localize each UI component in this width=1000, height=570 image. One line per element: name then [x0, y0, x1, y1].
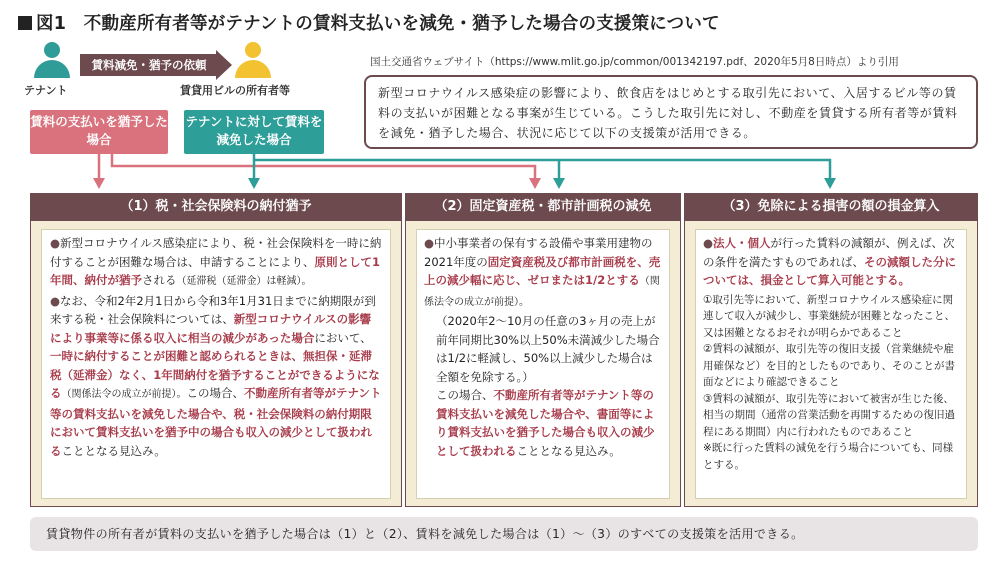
request-label: 賃料減免・猶予の依頼	[80, 54, 218, 76]
column-2-panel	[405, 221, 681, 507]
arrow-down-icon	[553, 178, 565, 189]
footer-summary: 賃貸物件の所有者が賃料の支払いを猶予した場合は（1）と（2）、賃料を減免した場合は（1）～（3）のすべての支援策を活用できる。	[30, 517, 978, 551]
bullet-icon: ●	[703, 236, 714, 250]
condition-2: ②賃料の減額が、取引先等の復旧支援（営業継続や雇用確保など）を目的としたものであり、そのことが書面などにより確認できること	[703, 343, 955, 388]
tenant-label: テナント	[24, 84, 68, 97]
bullet-icon: ●	[50, 293, 61, 308]
tag-exempt: テナントに対して賃料を減免した場合	[184, 110, 324, 154]
bullet-icon: ●	[424, 236, 435, 250]
column-1-header: （1）税・社会保険料の納付猶予	[30, 193, 402, 221]
source-citation: 国土交通省ウェブサイト（https://www.mlit.go.jp/common/001342197.pdf、2020年5月8日時点）より引用	[370, 56, 899, 68]
condition-note: ※既に行った賃料の減免を行う場合についても、同様とする。	[703, 442, 954, 471]
column-1-panel	[30, 221, 402, 507]
column-3-content: ●法人・個人が行った賃料の減額が、例えば、次の条件を満たすものであれば、その減額した分については、損金として算入可能とする。 ①取引先等において、新型コロナウイルス感染症に関連して収入が減少し、事業継続が困難となったこと、又は困難となるおそれが明らかであること ②賃料の減額が、取引先等の復旧支援（営業継続や雇用確保など）を目的としたものであり、そのことが書面などにより確認できること ③賃料の減額が、取引先等において被害が生じた後、相当の期間（通常の営業活動を再開するための復旧過程にある期間）内に行われたものであること ※既に行った賃料の減免を行う場合についても、同様とする。	[695, 229, 967, 499]
connector-lines	[0, 0, 1000, 200]
column-2-content: ●中小事業者の保有する設備や事業用建物の2021年度の固定資産税及び都市計画税を、売上の減少幅に応じ、ゼロまたは1/2とする（関係法令の成立が前提）。 （2020年2～10月の任意の3ヶ月の売上が前年同期比30%以上50%未満減少した場合は1/2に軽減し、50%以上減少した場合は全額を免除する。） この場合、不動産所有者等がテナント等の賃料支払いを減免した場合や、書面等により賃料支払いを猶予した場合も収入の減少として扱われることとなる見込み。	[416, 229, 670, 499]
column-2-header: （2）固定資産税・都市計画税の減免	[405, 193, 681, 221]
tag-defer: 賃料の支払いを猶予した場合	[30, 110, 168, 154]
arrow-down-icon	[824, 178, 836, 189]
arrow-down-icon	[93, 178, 105, 189]
condition-3: ③賃料の減額が、取引先等において被害が生じた後、相当の期間（通常の営業活動を再開するための復旧過程にある期間）内に行われたものであること	[703, 392, 955, 438]
column-1-content: ●新型コロナウイルス感染症により、税・社会保険料を一時に納付することが困難な場合は、申請することにより、原則として1年間、納付が猶予される（延滞税（延滞金）は軽減）。 ●なお、令和2年2月1日から令和3年1月31日までに納期限が到来する税・社会保険料については、新型コロナウイルスの影響により事業等に係る収入に相当の減少があった場合において、一時に納付することが困難と認められるときは、無担保・延滞税（延滞金）なく、1年間納付を猶予することができるようになる（関係法令の成立が前提）。この場合、不動産所有者等がテナント等の賃料支払いを減免した場合や、税・社会保険料の納付期限において賃料支払いを猶予中の場合も収入の減少として扱われることとなる見込み。	[41, 229, 391, 499]
owner-label: 賃貸用ビルの所有者等	[180, 84, 290, 97]
description-box: 新型コロナウイルス感染症の影響により、飲食店をはじめとする取引先において、入居するビル等の賃料の支払いが困難となる事案が生じている。こうした取引先に対し、不動産を賃貸する所有者等が賃料を減免・猶予した場合、状況に応じて以下の支援策が活用できる。	[364, 75, 978, 149]
column-3-panel	[684, 221, 978, 507]
exempt-line-col3	[254, 160, 830, 178]
condition-1: ①取引先等において、新型コロナウイルス感染症に関連して収入が減少し、事業継続が困難となったこと、又は困難となるおそれが明らかであること	[703, 293, 955, 339]
page-title: 図1 不動産所有者等がテナントの賃料支払いを減免・猶予した場合の支援策について	[18, 10, 720, 35]
column-3-header: （3）免除による損害の額の損金算入	[684, 193, 978, 221]
arrow-down-icon	[529, 178, 541, 189]
arrow-down-icon	[248, 178, 260, 189]
defer-line-col2	[112, 154, 535, 178]
bullet-icon: ●	[50, 236, 61, 250]
